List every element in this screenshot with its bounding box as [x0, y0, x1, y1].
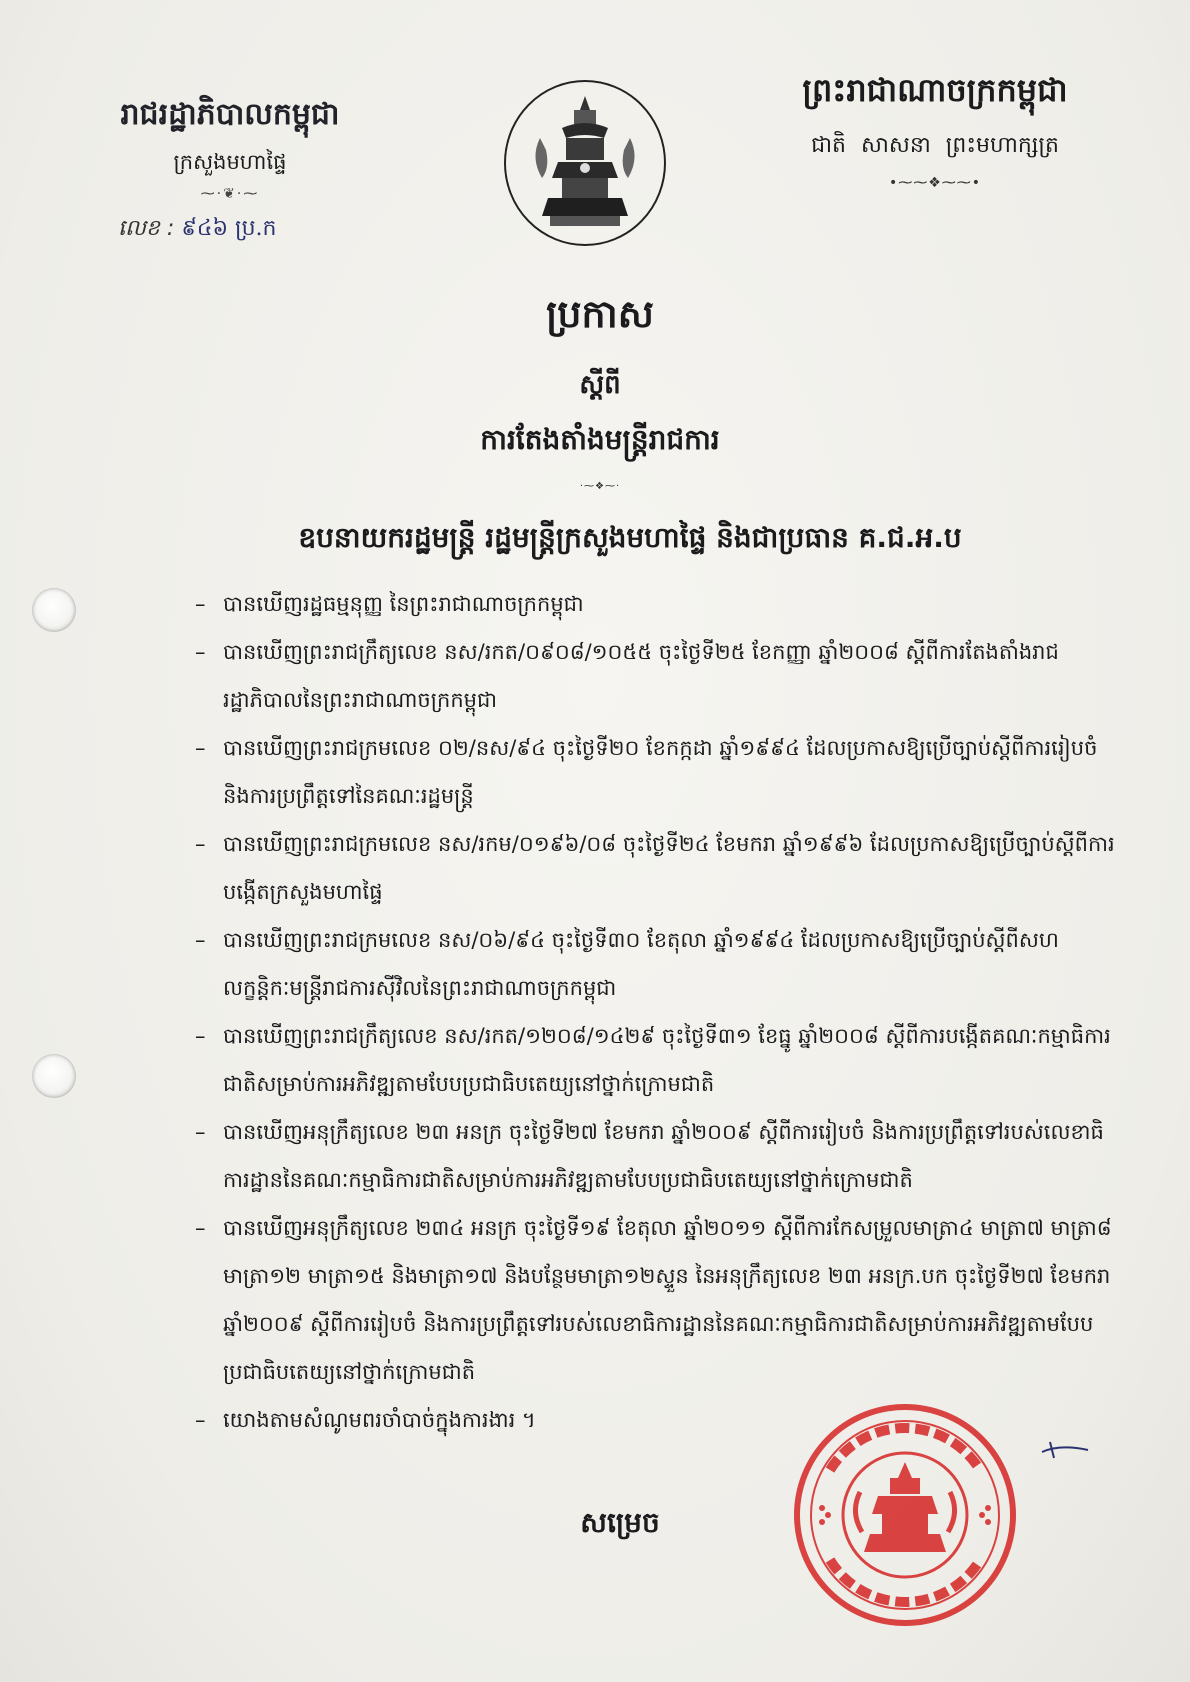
issuing-authority: ឧបនាយករដ្ឋមន្ត្រី រដ្ឋមន្ត្រីក្រសួងមហាផ្ទៃ និងជាប្រធាន គ.ជ.អ.ប	[298, 521, 962, 554]
list-item: – យោងតាមសំណូមពរចាំបាច់ក្នុងការងារ ។	[195, 1396, 1115, 1444]
ministry-name: ក្រសួងមហាផ្ទៃ	[173, 150, 287, 174]
government-name: រាជរដ្ឋាភិបាលកម្ពុជា	[120, 97, 340, 132]
national-motto: ជាតិ សាសនា ព្រះមហាក្សត្រ	[811, 133, 1059, 158]
kingdom-name: ព្រះរាជាណាចក្រកម្ពុជា	[802, 71, 1068, 109]
signature-mark-icon	[1040, 1440, 1090, 1460]
list-item: – បានឃើញព្រះរាជក្រឹត្យលេខ នស/រកត/១២០៨/១៤២៩ ចុះថ្ងៃទី៣១ ខែធ្នូ ឆ្នាំ២០០៨ ស្ដីពីការបង្កើតគណៈកម្មាធិការជាតិសម្រាប់ការអភិវឌ្ឍតាមបែបប្រជាធិបតេយ្យនៅថ្នាក់ក្រោមជាតិ	[195, 1012, 1115, 1108]
document-number	[100, 214, 360, 246]
royal-emblem-icon	[500, 78, 670, 248]
title-ornament: ·⁓❖⁓·	[579, 481, 621, 492]
title-block	[300, 290, 900, 492]
list-item: – បានឃើញព្រះរាជក្រមលេខ ០២/នស/៩៤ ចុះថ្ងៃទី២០ ខែកក្កដា ឆ្នាំ១៩៩៤ ដែលប្រកាសឱ្យប្រើច្បាប់ស្ដីពីការរៀបចំ និងការប្រព្រឹត្តទៅនៃគណៈរដ្ឋមន្ត្រី	[195, 724, 1115, 820]
number-label: លេខ :	[118, 216, 175, 241]
title-about: ស្ដីពី	[579, 370, 621, 400]
punch-hole-bottom	[32, 1054, 76, 1098]
official-seal-icon	[790, 1400, 1020, 1630]
header-left	[100, 95, 360, 246]
list-item: – បានឃើញរដ្ឋធម្មនុញ្ញ នៃព្រះរាជាណាចក្រកម្ពុជា	[195, 580, 1115, 628]
decision-heading: សម្រេច	[580, 1506, 660, 1539]
header-right	[770, 70, 1100, 191]
list-item: – បានឃើញព្រះរាជក្រឹត្យលេខ នស/រកត/០៩០៨/១០៥៥ ចុះថ្ងៃទី២៥ ខែកញ្ញា ឆ្នាំ២០០៨ ស្ដីពីការតែងតាំងរាជរដ្ឋាភិបាលនៃព្រះរាជាណាចក្រកម្ពុជា	[195, 628, 1115, 724]
document-type: ប្រកាស	[546, 292, 654, 336]
legal-basis-list	[195, 580, 1115, 1444]
header-left-ornament: ⁓·❦·⁓	[200, 186, 260, 202]
list-item: – បានឃើញព្រះរាជក្រមលេខ នស/រកម/០១៩៦/០៨ ចុះថ្ងៃទី២៤ ខែមករា ឆ្នាំ១៩៩៦ ដែលប្រកាសឱ្យប្រើច្បាប់ស្ដីពីការបង្កើតក្រសួងមហាផ្ទៃ	[195, 820, 1115, 916]
list-item: – បានឃើញអនុក្រឹត្យលេខ ២៣៤ អនក្រ ចុះថ្ងៃទី១៩ ខែតុលា ឆ្នាំ២០១១ ស្ដីពីការកែសម្រួលមាត្រា៤ មាត្រា៧ មាត្រា៨ មាត្រា១២ មាត្រា១៥ និងមាត្រា១៧ និងបន្ថែមមាត្រា១២ស្ទួន នៃអនុក្រឹត្យលេខ ២៣ អនក្រ.បក ចុះថ្ងៃទី២៧ ខែមករា ឆ្នាំ២០០៩ ស្ដីពីការរៀបចំ និងការប្រព្រឹត្តទៅរបស់លេខាធិការដ្ឋាននៃគណៈកម្មាធិការជាតិសម្រាប់ការអភិវឌ្ឍតាមបែបប្រជាធិបតេយ្យនៅថ្នាក់ក្រោមជាតិ	[195, 1204, 1115, 1396]
document-subject: ការតែងតាំងមន្ត្រីរាជការ	[480, 423, 720, 456]
list-item: – បានឃើញអនុក្រឹត្យលេខ ២៣ អនក្រ ចុះថ្ងៃទី២៧ ខែមករា ឆ្នាំ២០០៩ ស្ដីពីការរៀបចំ និងការប្រព្រឹត្តទៅរបស់លេខាធិការដ្ឋាននៃគណៈកម្មាធិការជាតិសម្រាប់ការអភិវឌ្ឍតាមបែបប្រជាធិបតេយ្យនៅថ្នាក់ក្រោមជាតិ	[195, 1108, 1115, 1204]
number-value: ៩៤៦ ប្រ.ក	[181, 216, 277, 241]
list-item: – បានឃើញព្រះរាជក្រមលេខ នស/០៦/៩៤ ចុះថ្ងៃទី៣០ ខែតុលា ឆ្នាំ១៩៩៤ ដែលប្រកាសឱ្យប្រើច្បាប់ស្ដីពីសហលក្ខន្តិកៈមន្ត្រីរាជការស៊ីវិលនៃព្រះរាជាណាចក្រកម្ពុជា	[195, 916, 1115, 1012]
header-right-ornament: •⁓⁓❖⁓⁓•	[888, 175, 982, 191]
punch-hole-top	[32, 588, 76, 632]
